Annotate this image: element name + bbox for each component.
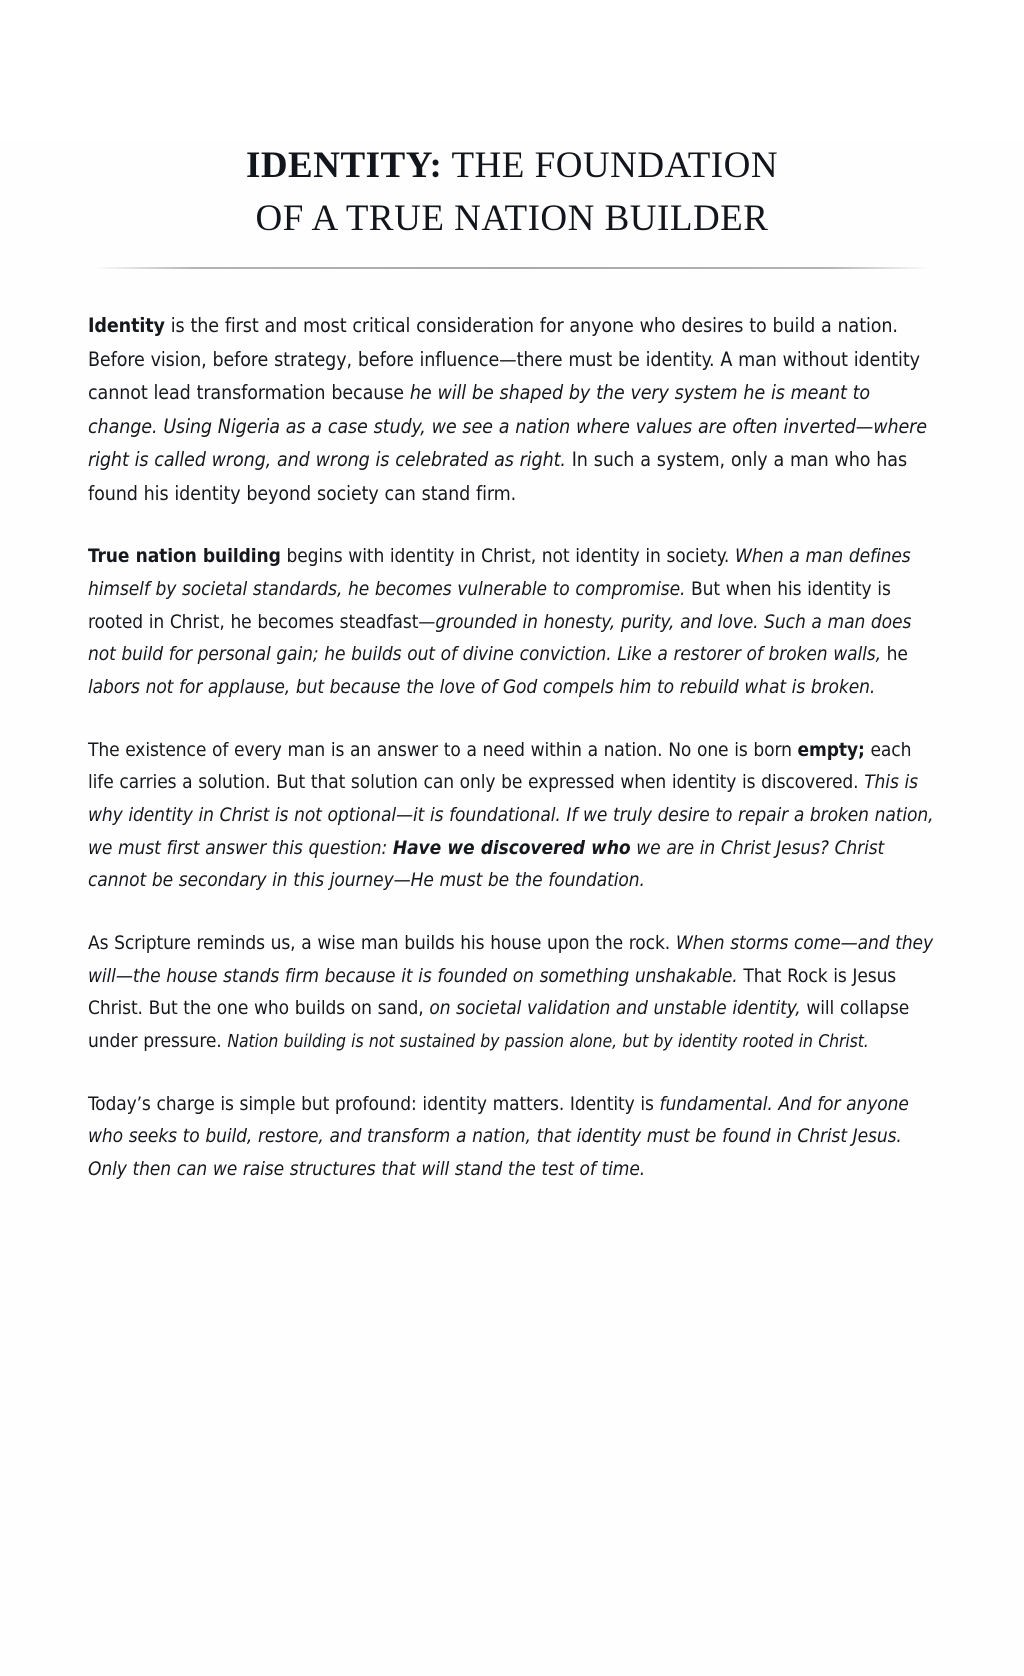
paragraph-4-run-3: on societal validation and unstable identity, bbox=[429, 997, 801, 1020]
paragraph-2-run-3: But when his identity is rooted in Christ, he becomes steadfast— bbox=[88, 577, 891, 633]
paragraph-2 bbox=[88, 540, 936, 703]
paragraph-5-run-1: fundamental. bbox=[659, 1092, 773, 1115]
paragraph-1-run-3: In such a system, only a man who has found his identity beyond society can stand firm. bbox=[88, 448, 907, 505]
paragraph-3-run-3: This is why identity in Christ is not optional—it is foundational. If we truly desire to repair a broken nation, we must first answer this question: bbox=[88, 771, 934, 859]
paragraph-3 bbox=[88, 734, 936, 897]
document-body bbox=[0, 309, 1024, 1186]
paragraph-5-run-0: Today’s charge is simple but profound: identity matters. Identity is bbox=[88, 1092, 660, 1115]
paragraph-2-run-2: When a man defines himself by societal standards, he becomes vulnerable to compromise. bbox=[88, 545, 911, 600]
paragraph-1-run-1: is the first and most critical consideration for anyone who desires to build a nation. Before vision, before strategy, before influence—there must be identity. A man without identity cannot lead transformation because bbox=[88, 314, 920, 405]
title-line-2: OF A TRUE NATION BUILDER bbox=[255, 197, 769, 239]
paragraph-2-run-4: grounded in honesty, purity, and love. Such a man does not build for personal gain; he builds out of divine conviction. Like a restorer of broken walls, bbox=[88, 610, 912, 666]
paragraph-5-run-2: And for anyone who seeks to build, restore, and transform a nation, that identity must be found in Christ Jesus. bbox=[88, 1092, 909, 1148]
paragraph-3-run-5: we are in Christ Jesus? Christ cannot be secondary in this journey—He must be the foundation. bbox=[88, 836, 885, 892]
paragraph-3-run-0: The existence of every man is an answer to a need within a nation. No one is born bbox=[88, 738, 798, 761]
paragraph-3-run-1: empty; bbox=[797, 738, 865, 761]
paragraph-4 bbox=[88, 927, 936, 1058]
paragraph-4-run-4: will collapse under pressure. bbox=[88, 997, 910, 1052]
paragraph-3-run-4: Have we discovered who bbox=[392, 836, 631, 859]
paragraph-5-run-3: Only then can we raise structures that will stand the test of time. bbox=[88, 1158, 646, 1180]
paragraph-4-run-2: That Rock is Jesus Christ. But the one who builds on sand, bbox=[88, 964, 897, 1020]
paragraph-1 bbox=[88, 309, 936, 510]
paragraph-3-run-2: each life carries a solution. But that solution can only be expressed when identity is discovered. bbox=[88, 738, 912, 794]
paragraph-4-run-5: Nation building is not sustained by passion alone, but by identity rooted in Christ. bbox=[227, 1031, 869, 1052]
title-line-1-rest: THE FOUNDATION bbox=[442, 145, 779, 186]
paragraph-4-run-1: When storms come—and they will—the house stands firm because it is founded on something unshakable. bbox=[88, 931, 933, 987]
paragraph-5 bbox=[88, 1088, 936, 1186]
document-page bbox=[0, 140, 1024, 1676]
page-title bbox=[0, 140, 1024, 269]
paragraph-2-run-0: True nation building bbox=[88, 545, 281, 568]
paragraph-1-run-0: Identity bbox=[88, 314, 165, 338]
paragraph-2-run-6: labors not for applause, but because the love of God compels him to rebuild what is broken. bbox=[88, 675, 876, 698]
paragraph-2-run-5: he bbox=[880, 643, 908, 666]
title-divider bbox=[93, 267, 931, 269]
paragraph-4-run-0: As Scripture reminds us, a wise man builds his house upon the rock. bbox=[88, 931, 676, 954]
title-lead-word: IDENTITY: bbox=[245, 145, 443, 186]
paragraph-1-run-2: he will be shaped by the very system he is meant to change. Using Nigeria as a case study, we see a nation where values are often inverted—where right is called wrong, and wrong is celebrated as right. bbox=[88, 381, 927, 472]
title-line-1 bbox=[90, 140, 934, 193]
paragraph-2-run-1: begins with identity in Christ, not identity in society. bbox=[280, 545, 735, 568]
